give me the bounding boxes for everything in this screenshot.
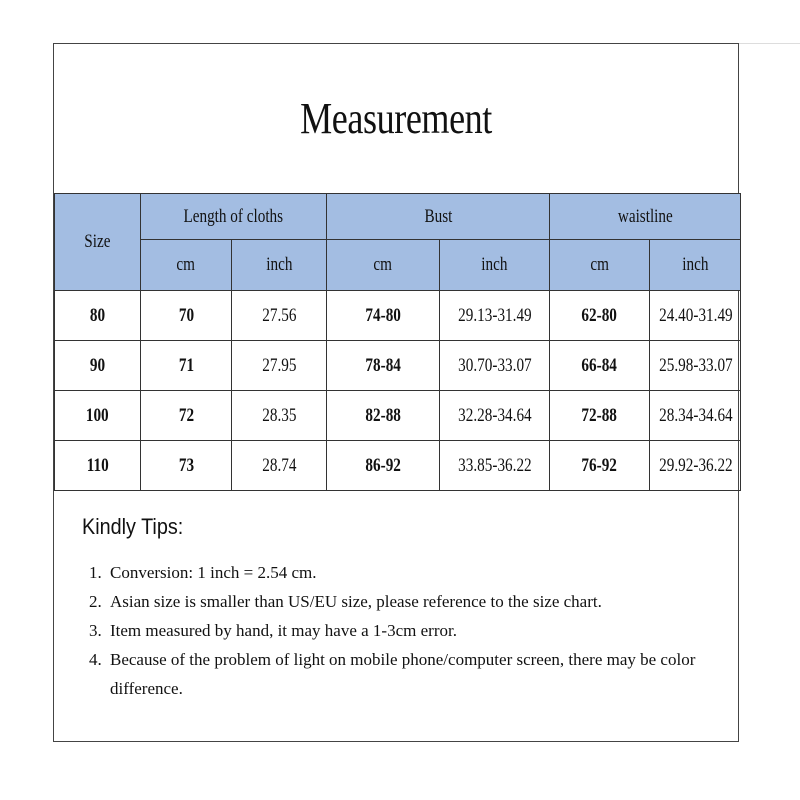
length-group-header: Length of cloths (141, 194, 327, 240)
waist-inch-cell: 29.92-36.22 (650, 441, 741, 491)
waist-inch-cell: 25.98-33.07 (650, 341, 741, 391)
tips-title: Kindly Tips: (82, 514, 184, 539)
size-table (54, 193, 741, 491)
unit-header: inch (650, 240, 741, 291)
unit-header: cm (550, 240, 650, 291)
unit-header: inch (232, 240, 327, 291)
length-cm-cell: 72 (141, 391, 232, 441)
size-cell: 80 (55, 291, 141, 341)
bust-group-header: Bust (327, 194, 550, 240)
bust-inch-cell: 32.28-34.64 (440, 391, 550, 441)
length-cm-cell: 70 (141, 291, 232, 341)
length-inch-cell: 28.74 (232, 441, 327, 491)
unit-header: cm (141, 240, 232, 291)
bust-cm-cell: 86-92 (327, 441, 440, 491)
unit-header-row (55, 240, 741, 291)
length-cm-cell: 73 (141, 441, 232, 491)
tips-section (82, 514, 718, 703)
divider (739, 43, 800, 44)
tip-item: 2. Asian size is smaller than US/EU size, please reference to the size chart. (106, 587, 718, 616)
length-cm-cell: 71 (141, 341, 232, 391)
size-cell: 90 (55, 341, 141, 391)
tip-item: 4. Because of the problem of light on mobile phone/computer screen, there may be color difference. (106, 645, 718, 703)
waist-cm-cell: 66-84 (550, 341, 650, 391)
bust-inch-cell: 33.85-36.22 (440, 441, 550, 491)
table-row (55, 341, 741, 391)
waist-cm-cell: 62-80 (550, 291, 650, 341)
tip-item: 3. Item measured by hand, it may have a 1-3cm error. (106, 616, 718, 645)
bust-cm-cell: 78-84 (327, 341, 440, 391)
bust-cm-cell: 82-88 (327, 391, 440, 441)
waistline-group-header: waistline (550, 194, 741, 240)
page-title: Measurement (300, 94, 492, 143)
bust-cm-cell: 74-80 (327, 291, 440, 341)
waist-inch-cell: 28.34-34.64 (650, 391, 741, 441)
table-row (55, 291, 741, 341)
bust-inch-cell: 30.70-33.07 (440, 341, 550, 391)
table-header-row (55, 194, 741, 240)
length-inch-cell: 28.35 (232, 391, 327, 441)
unit-header: cm (327, 240, 440, 291)
length-inch-cell: 27.56 (232, 291, 327, 341)
waist-cm-cell: 72-88 (550, 391, 650, 441)
tip-item: 1. Conversion: 1 inch = 2.54 cm. (106, 558, 718, 587)
size-chart-sheet (53, 43, 739, 742)
unit-header: inch (440, 240, 550, 291)
waist-cm-cell: 76-92 (550, 441, 650, 491)
size-cell: 110 (55, 441, 141, 491)
waist-inch-cell: 24.40-31.49 (650, 291, 741, 341)
length-inch-cell: 27.95 (232, 341, 327, 391)
table-row (55, 441, 741, 491)
size-header: Size (55, 194, 141, 291)
tips-list (82, 558, 718, 703)
size-cell: 100 (55, 391, 141, 441)
table-row (55, 391, 741, 441)
bust-inch-cell: 29.13-31.49 (440, 291, 550, 341)
